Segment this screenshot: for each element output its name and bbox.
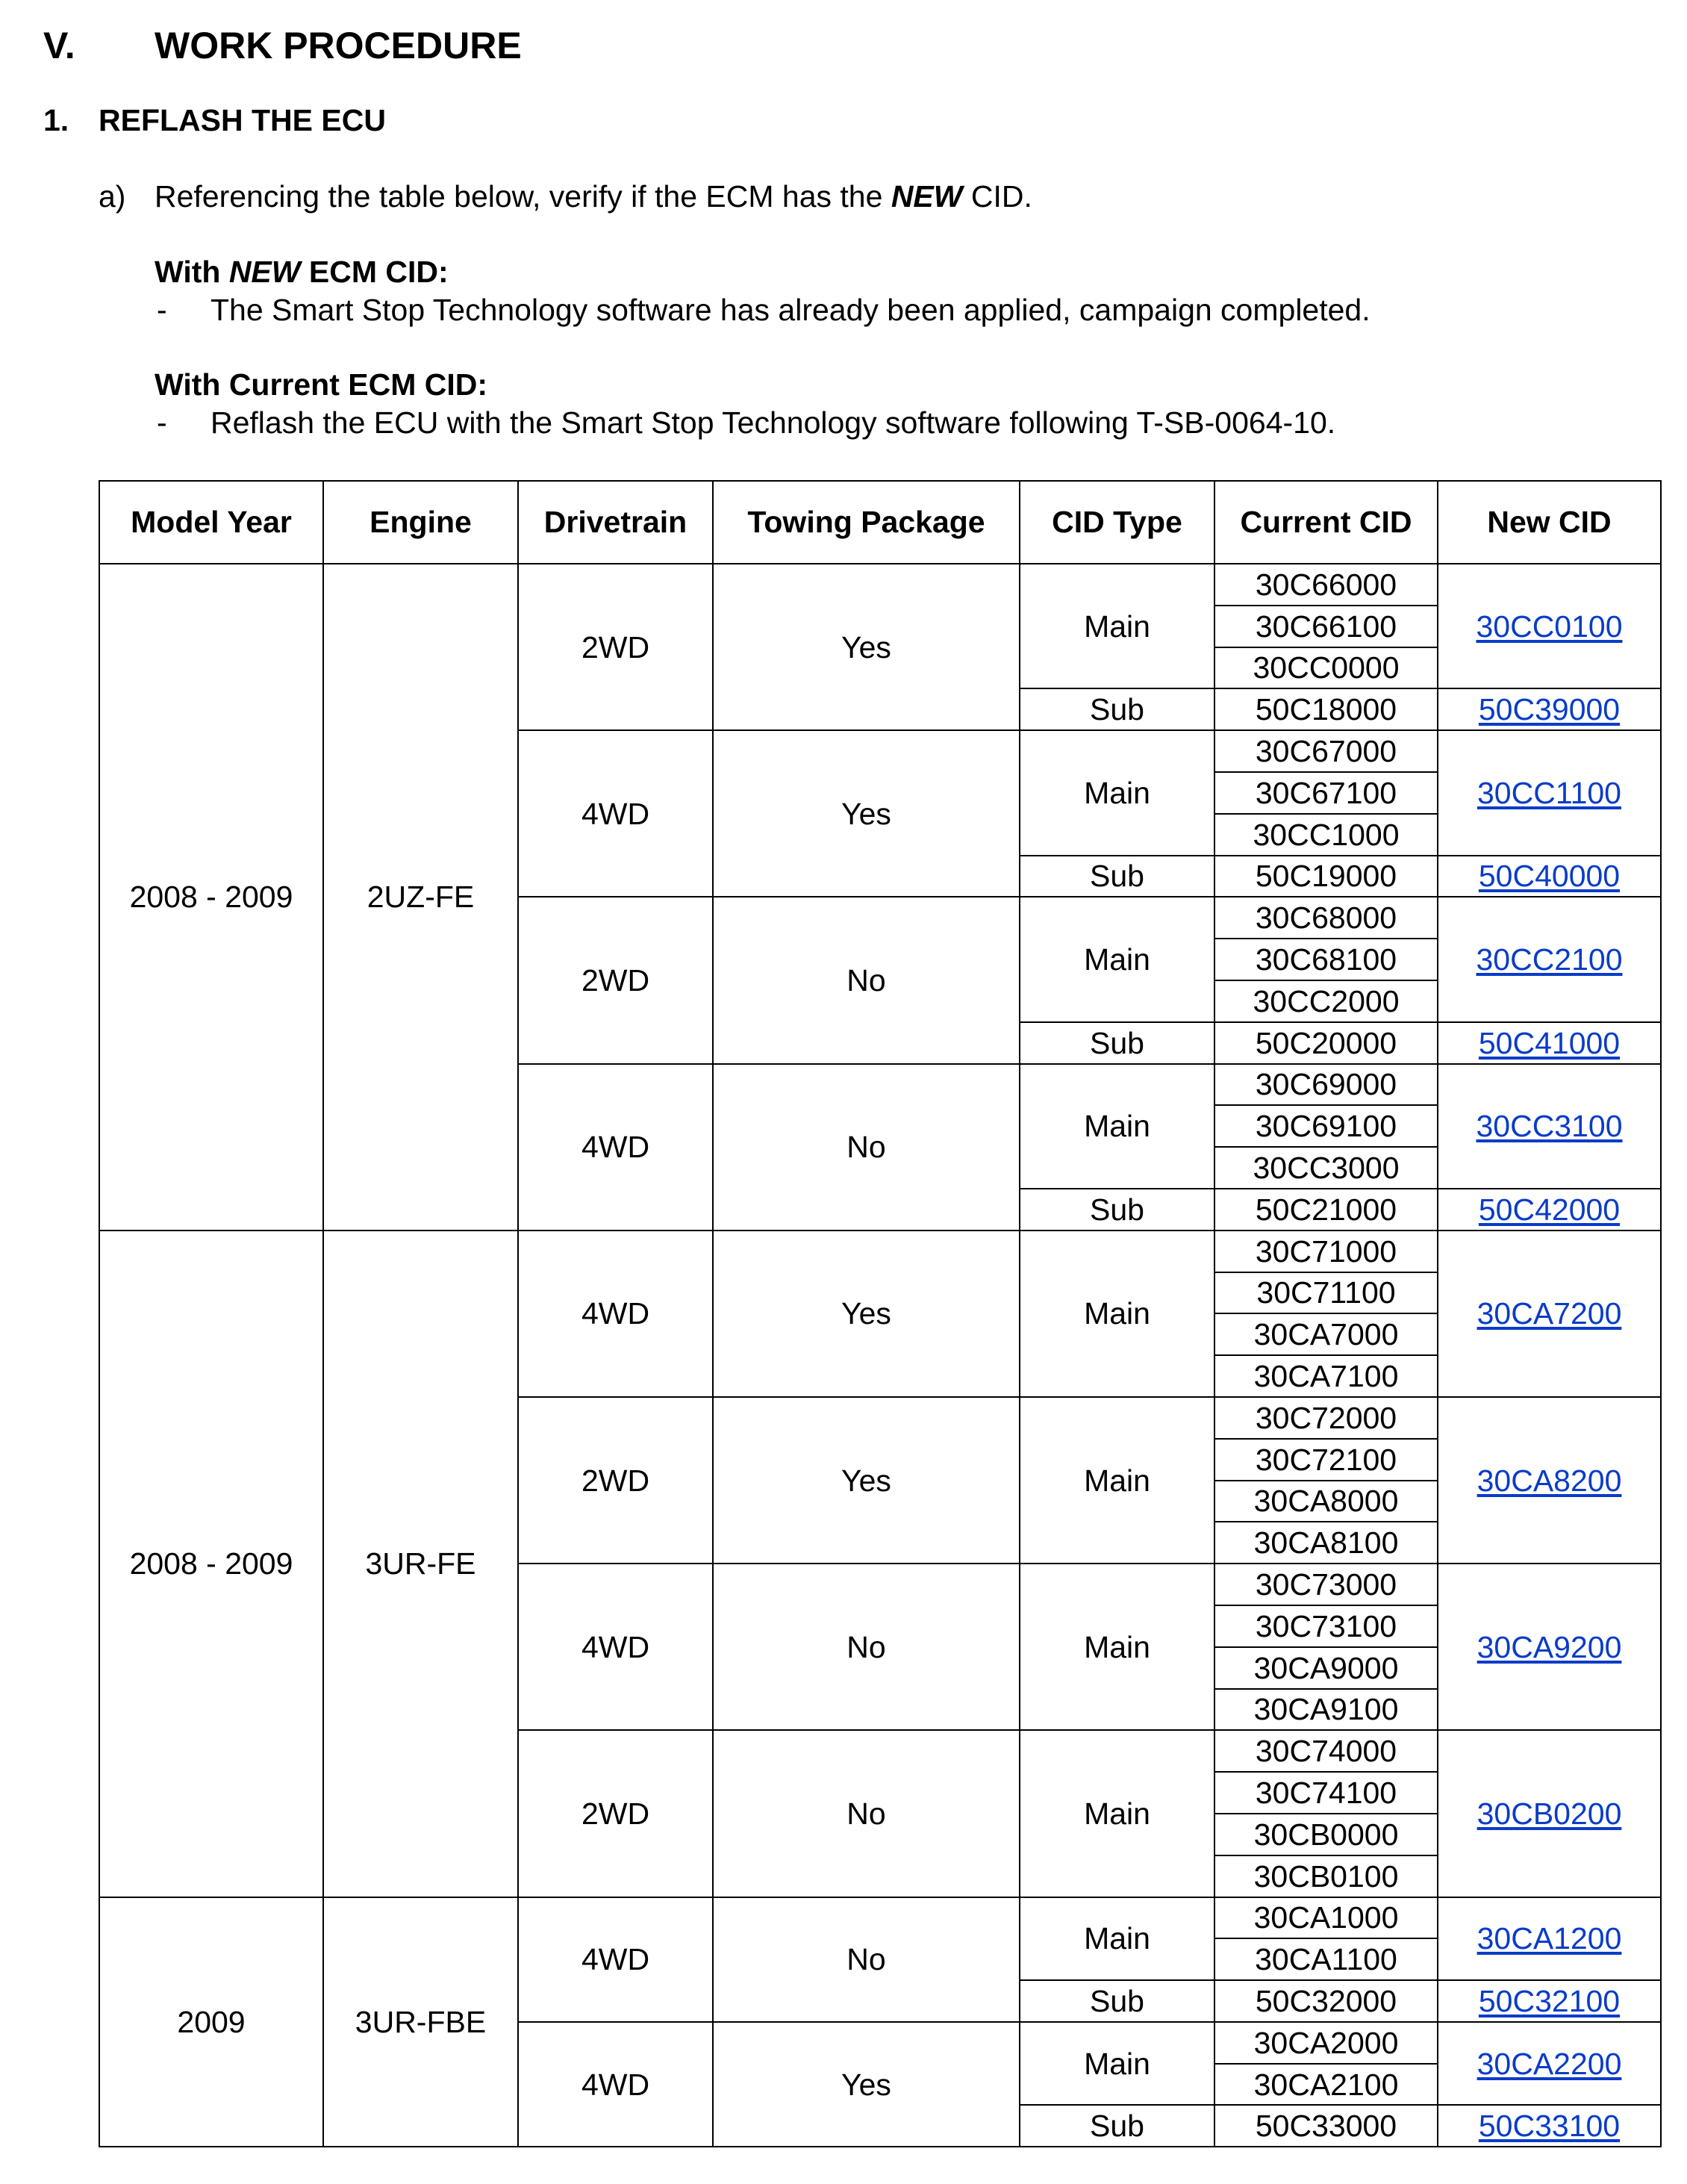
cell-new-cid: [1438, 2105, 1661, 2147]
cell-current-cid: 30CA1100: [1214, 1938, 1438, 1980]
new-cid-link[interactable]: 30CB0200: [1476, 1796, 1622, 1831]
cell-current-cid: 50C19000: [1214, 856, 1438, 897]
cell-current-cid: 30CA1000: [1214, 1897, 1438, 1939]
cell-current-cid: 30C74100: [1214, 1772, 1438, 1814]
cell-model-year: 2009: [99, 1897, 323, 2147]
cell-new-cid: [1438, 564, 1661, 688]
cell-current-cid: 30C69000: [1214, 1064, 1438, 1106]
cell-new-cid: [1438, 1022, 1661, 1064]
cell-new-cid: [1438, 1980, 1661, 2022]
cell-current-cid: 50C33000: [1214, 2105, 1438, 2147]
cell-new-cid: [1438, 1730, 1661, 1897]
cell-towing-package: No: [713, 897, 1020, 1063]
cell-current-cid: 30C72100: [1214, 1439, 1438, 1481]
cell-current-cid: 30CA9100: [1214, 1689, 1438, 1731]
table-header-row: [99, 481, 1661, 564]
cell-model-year: 2008 - 2009: [99, 564, 323, 1231]
cell-current-cid: 50C32000: [1214, 1980, 1438, 2022]
cell-cid-type: Main: [1020, 1231, 1214, 1397]
cell-cid-type: Main: [1020, 1397, 1214, 1564]
header-new-cid: New CID: [1438, 481, 1661, 564]
cell-new-cid: [1438, 897, 1661, 1021]
cell-current-cid: 30C72000: [1214, 1397, 1438, 1439]
cell-current-cid: 30CA2000: [1214, 2022, 1438, 2064]
cell-current-cid: 30CA2100: [1214, 2064, 1438, 2106]
cell-current-cid: 30C71100: [1214, 1272, 1438, 1314]
cell-engine: 3UR-FE: [323, 1231, 518, 1897]
cell-drivetrain: 2WD: [518, 897, 713, 1063]
step-number: 1.: [43, 103, 69, 137]
cell-cid-type: Main: [1020, 1897, 1214, 1981]
cell-current-cid: 30CA7100: [1214, 1355, 1438, 1397]
cell-current-cid: 30CC2000: [1214, 980, 1438, 1022]
cell-engine: 3UR-FBE: [323, 1897, 518, 2147]
header-towing-package: Towing Package: [713, 481, 1020, 564]
new-cid-link[interactable]: 30CC3100: [1476, 1109, 1623, 1144]
cell-drivetrain: 2WD: [518, 1730, 713, 1897]
new-cid-link[interactable]: 50C42000: [1478, 1192, 1621, 1227]
new-cid-heading-prefix: With: [155, 255, 229, 289]
cid-table: [99, 480, 1662, 2147]
cell-drivetrain: 4WD: [518, 730, 713, 897]
cell-cid-type: Sub: [1020, 856, 1214, 897]
cell-current-cid: 30CA8100: [1214, 1522, 1438, 1564]
new-cid-link[interactable]: 50C33100: [1478, 2109, 1621, 2144]
cell-current-cid: 30C66000: [1214, 564, 1438, 606]
current-cid-heading: With Current ECM CID:: [155, 367, 488, 402]
new-cid-link[interactable]: 30CA7200: [1476, 1296, 1622, 1331]
header-current-cid: Current CID: [1214, 481, 1438, 564]
cell-new-cid: [1438, 856, 1661, 897]
cell-new-cid: [1438, 1564, 1661, 1730]
cell-cid-type: Sub: [1020, 1022, 1214, 1064]
current-cid-bullet: -: [157, 405, 167, 440]
substep-emphasis: NEW: [891, 179, 963, 214]
cell-engine: 2UZ-FE: [323, 564, 518, 1231]
cell-towing-package: Yes: [713, 1231, 1020, 1397]
cell-current-cid: 50C18000: [1214, 688, 1438, 730]
header-engine: Engine: [323, 481, 518, 564]
cell-new-cid: [1438, 1397, 1661, 1564]
cell-current-cid: 30C68000: [1214, 897, 1438, 939]
step-title: REFLASH THE ECU: [99, 103, 386, 137]
cell-current-cid: 30C67000: [1214, 730, 1438, 772]
header-cid-type: CID Type: [1020, 481, 1214, 564]
cell-model-year: 2008 - 2009: [99, 1231, 323, 1897]
cell-current-cid: 30C73100: [1214, 1605, 1438, 1647]
cell-current-cid: 30CC0000: [1214, 647, 1438, 689]
cell-towing-package: Yes: [713, 2022, 1020, 2147]
cell-new-cid: [1438, 1897, 1661, 1981]
substep-text-after: CID.: [962, 179, 1032, 214]
cell-towing-package: Yes: [713, 1397, 1020, 1564]
table-row: [99, 564, 1661, 606]
cell-cid-type: Sub: [1020, 1189, 1214, 1231]
new-cid-link[interactable]: 50C40000: [1478, 859, 1621, 894]
new-cid-heading-suffix: ECM CID:: [300, 255, 449, 289]
cell-current-cid: 30CA9000: [1214, 1647, 1438, 1689]
new-cid-link[interactable]: 30CC2100: [1476, 942, 1623, 977]
cell-current-cid: 30CA7000: [1214, 1313, 1438, 1355]
cell-towing-package: No: [713, 1564, 1020, 1730]
cell-towing-package: No: [713, 1897, 1020, 2022]
cell-current-cid: 30C71000: [1214, 1231, 1438, 1272]
cell-new-cid: [1438, 1064, 1661, 1189]
cell-cid-type: Sub: [1020, 1980, 1214, 2022]
new-cid-link[interactable]: 50C32100: [1478, 1983, 1621, 2018]
cell-cid-type: Sub: [1020, 688, 1214, 730]
cell-current-cid: 30CC3000: [1214, 1147, 1438, 1189]
cell-new-cid: [1438, 2022, 1661, 2106]
section-number: V.: [43, 25, 75, 66]
new-cid-bullet: -: [157, 293, 167, 327]
cell-cid-type: Main: [1020, 2022, 1214, 2106]
cell-drivetrain: 4WD: [518, 1564, 713, 1730]
cell-current-cid: 30C67100: [1214, 772, 1438, 814]
substep-text: [155, 179, 1032, 214]
new-cid-link[interactable]: 30CA1200: [1476, 1921, 1622, 1956]
table-row: [99, 1897, 1661, 1939]
cell-current-cid: 30CC1000: [1214, 814, 1438, 856]
cell-current-cid: 30C66100: [1214, 606, 1438, 647]
new-cid-link[interactable]: 30CA8200: [1476, 1463, 1622, 1498]
cell-current-cid: 30C74000: [1214, 1730, 1438, 1772]
cell-cid-type: Sub: [1020, 2105, 1214, 2147]
cell-drivetrain: 4WD: [518, 1897, 713, 2022]
header-model-year: Model Year: [99, 481, 323, 564]
cell-new-cid: [1438, 688, 1661, 730]
table-row: [99, 1231, 1661, 1272]
cell-towing-package: No: [713, 1064, 1020, 1231]
new-cid-link[interactable]: 30CA2200: [1476, 2046, 1622, 2081]
cell-cid-type: Main: [1020, 897, 1214, 1021]
cell-cid-type: Main: [1020, 730, 1214, 855]
substep-label: a): [99, 179, 126, 214]
cell-towing-package: Yes: [713, 730, 1020, 897]
cell-current-cid: 30C73000: [1214, 1564, 1438, 1605]
cell-drivetrain: 2WD: [518, 564, 713, 730]
cell-drivetrain: 2WD: [518, 1397, 713, 1564]
cell-current-cid: 30CB0000: [1214, 1814, 1438, 1855]
new-cid-text: The Smart Stop Technology software has already been applied, campaign completed.: [211, 293, 1371, 327]
cell-drivetrain: 4WD: [518, 1231, 713, 1397]
cell-drivetrain: 4WD: [518, 1064, 713, 1231]
cell-cid-type: Main: [1020, 1564, 1214, 1730]
cell-current-cid: 30CA8000: [1214, 1481, 1438, 1522]
cell-new-cid: [1438, 1231, 1661, 1397]
new-cid-heading: [155, 255, 449, 290]
cell-current-cid: 30CB0100: [1214, 1855, 1438, 1897]
cell-towing-package: Yes: [713, 564, 1020, 730]
cell-cid-type: Main: [1020, 564, 1214, 688]
new-cid-link[interactable]: 50C39000: [1478, 692, 1621, 727]
cell-cid-type: Main: [1020, 1064, 1214, 1189]
new-cid-link[interactable]: 30CA9200: [1476, 1629, 1622, 1664]
cell-current-cid: 30C68100: [1214, 939, 1438, 980]
new-cid-link[interactable]: 50C41000: [1478, 1025, 1621, 1060]
current-cid-text: Reflash the ECU with the Smart Stop Technology software following T-SB-0064-10.: [211, 405, 1336, 440]
new-cid-heading-emphasis: NEW: [228, 255, 301, 289]
cell-cid-type: Main: [1020, 1730, 1214, 1897]
cell-towing-package: No: [713, 1730, 1020, 1897]
cid-table-body: [99, 564, 1661, 2147]
new-cid-link[interactable]: 30CC0100: [1476, 609, 1623, 644]
cell-new-cid: [1438, 1189, 1661, 1231]
cell-current-cid: 50C20000: [1214, 1022, 1438, 1064]
cell-current-cid: 50C21000: [1214, 1189, 1438, 1231]
cell-new-cid: [1438, 730, 1661, 855]
section-title: WORK PROCEDURE: [155, 25, 522, 66]
new-cid-link[interactable]: 30CC1100: [1477, 775, 1621, 810]
cell-drivetrain: 4WD: [518, 2022, 713, 2147]
header-drivetrain: Drivetrain: [518, 481, 713, 564]
cell-current-cid: 30C69100: [1214, 1105, 1438, 1147]
substep-text-before: Referencing the table below, verify if the ECM has the: [155, 179, 891, 214]
